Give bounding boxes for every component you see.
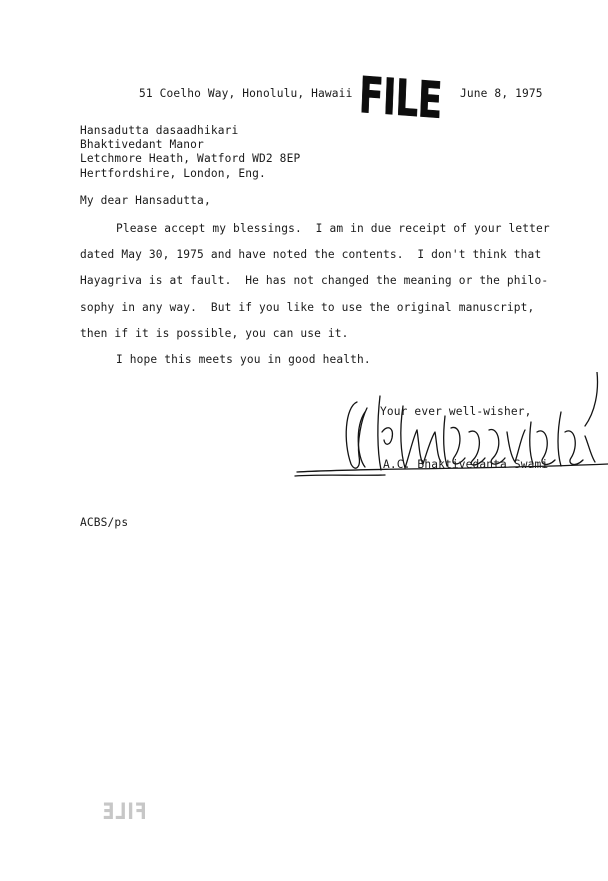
body-line: sophy in any way. But if you like to use the original manuscript, (80, 301, 535, 314)
salutation: My dear Hansadutta, (80, 194, 211, 207)
sender-address: 51 Coelho Way, Honolulu, Hawaii (139, 87, 353, 100)
file-stamp: FILE (357, 66, 443, 130)
body-line: then if it is possible, you can use it. (80, 327, 349, 340)
signer-name: A.C. Bhaktivedanta Swami (383, 458, 549, 471)
letter-date: June 8, 1975 (460, 87, 543, 100)
body-line: Hayagriva is at fault. He has not changed the meaning or the philo- (80, 274, 549, 287)
body-line: Please accept my blessings. I am in due receipt of your letter (116, 222, 550, 235)
typist-initials: ACBS/ps (80, 516, 129, 529)
closing-line: Your ever well-wisher, (380, 405, 532, 418)
recipient-address-line-2: Bhaktivedant Manor (80, 138, 204, 151)
recipient-address-line-4: Hertfordshire, London, Eng. (80, 167, 266, 180)
recipient-name: Hansadutta dasaadhikari (80, 124, 239, 137)
body-line: I hope this meets you in good health. (116, 353, 371, 366)
recipient-address-line-3: Letchmore Heath, Watford WD2 8EP (80, 152, 301, 165)
body-line: dated May 30, 1975 and have noted the contents. I don't think that (80, 248, 542, 261)
bleed-through-stamp: FILE (101, 800, 147, 825)
